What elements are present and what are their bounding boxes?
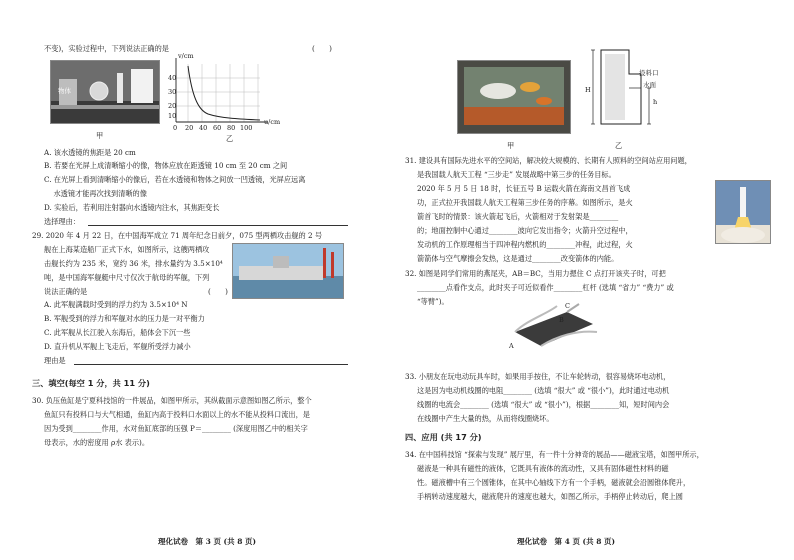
q28-option-d: D. 实验后，若利用注射器向水透镜内注水，其焦距变长 bbox=[44, 203, 220, 212]
q28-paren: ( ) bbox=[312, 44, 332, 53]
q29-option-a: A. 此军舰满载时受到的浮力约为 3.5×10⁴ N bbox=[44, 300, 188, 309]
q29-line: 舰在上海某造船厂正式下水，如图所示，这艘两栖攻 bbox=[44, 245, 210, 254]
q34-line: 手柄转动速度越大，磁液爬升的速度也越大，如图乙所示，手柄停止转动后，爬上圆 bbox=[417, 492, 683, 501]
q33-line: 这是因为电动机线圈的电阻________ (选填 “很大” 或 “很小”)，此时通过电动机 bbox=[417, 386, 670, 395]
q28-option-c-cont: 水透镜才能再次找到清晰的像 bbox=[44, 189, 147, 198]
q31-line: 箭首飞时的情景：该火箭起飞后，火箭相对于发射架是________ bbox=[417, 212, 619, 221]
q29-line: 吨，是中国海军舰艇中尺寸仅次于航母的军舰，下列 bbox=[44, 273, 210, 282]
q28-reason-label: 选择理由： bbox=[44, 217, 80, 226]
q30-line: 30. 负压鱼缸是宁夏科技馆的一件展品，如图甲所示，其纵截面示意图如图乙所示，整个 bbox=[32, 396, 312, 405]
fig-jia-right: 甲 bbox=[507, 141, 515, 150]
section-4-title: 四、应用 (共 17 分) bbox=[405, 432, 482, 442]
q31-line: 箭箭体与空气摩擦会发热，这是通过________改变箭体的内能。 bbox=[417, 254, 619, 263]
q29-reason-line[interactable] bbox=[74, 364, 348, 365]
clip-label-b: B bbox=[559, 316, 564, 324]
clip-label-a: A bbox=[509, 342, 514, 350]
graph-ytick: 30 bbox=[168, 88, 177, 96]
q28-object-label: 物体 bbox=[58, 87, 71, 95]
tank-label-water: 水面 bbox=[643, 81, 656, 89]
q33-line: 33. 小朋友在玩电动玩具车时，如果用手按住，不让车轮转动，很容易烧坏电动机， bbox=[405, 372, 671, 381]
q29-warship-photo bbox=[232, 243, 344, 299]
graph-ytick: 10 bbox=[168, 112, 177, 120]
graph-xtick: 40 bbox=[199, 124, 208, 132]
q28-fig-jia: 甲 bbox=[96, 131, 104, 140]
q31-line: 功，正式拉开我国载人航天工程第三步任务的序幕。如图所示，是火 bbox=[417, 198, 633, 207]
q31-rocket-photo bbox=[715, 180, 771, 244]
q31-line: 31. 建设具有国际先进水平的空间站，解决较大规模的、长期有人照料的空间站应用问题， bbox=[405, 156, 692, 165]
q34-line: 磁液是一种具有磁性的液体，它既具有液体的流动性，又具有固体磁性材料的磁 bbox=[417, 464, 669, 473]
tank-label-h: h bbox=[653, 98, 658, 106]
q32-line: 32. 如图是同学们常用的燕尾夹，AB＝BC，当用力摁住 C 点打开该夹子时，可把 bbox=[405, 269, 666, 278]
graph-xtick: 0 bbox=[173, 124, 178, 132]
q29-option-c: C. 此军舰从长江驶入东海后，船体会下沉一些 bbox=[44, 328, 191, 337]
q30-line: 鱼缸只有投料口与大气相通，鱼缸内高于投料口水面以上的水不能从投料口流出，是 bbox=[44, 410, 310, 419]
graph-xlabel: u/cm bbox=[264, 118, 281, 126]
q34-line: 性。磁液槽中有三个圆锥体，在其中心轴线下方有一个手柄，磁液就会沿圆锥体爬升， bbox=[417, 478, 691, 487]
graph-xtick: 20 bbox=[185, 124, 194, 132]
q29-line: 29. 2020 年 4 月 22 日，在中国海军成立 71 周年纪念日前夕，075 型两栖攻击舰的 2 号 bbox=[32, 231, 323, 240]
q28-option-c: C. 在光屏上看到清晰缩小的像后，若在水透镜和物体之间放一凹透镜，光屏应远离 bbox=[44, 175, 306, 184]
graph-xtick: 100 bbox=[240, 124, 253, 132]
q28-fig-yi: 乙 bbox=[226, 134, 234, 143]
graph-xtick: 60 bbox=[213, 124, 222, 132]
q29-option-d: D. 直升机从军舰上飞走后，军舰所受浮力减小 bbox=[44, 342, 191, 351]
q28-option-b: B. 若要在光屏上成清晰缩小的像，物体应放在距透镜 10 cm 至 20 cm 之间 bbox=[44, 161, 288, 170]
q30-fish-tank-photo bbox=[457, 60, 571, 134]
page-footer-3: 理化试卷 第 3 页 (共 8 页) bbox=[158, 537, 257, 546]
q29-paren: ( ) bbox=[208, 287, 228, 296]
q29-reason-label: 理由是 bbox=[44, 356, 66, 365]
page-footer-4: 理化试卷 第 4 页 (共 8 页) bbox=[517, 537, 616, 546]
q29-option-b: B. 军舰受到的浮力和军舰对水的压力是一对平衡力 bbox=[44, 314, 205, 323]
q28-reason-line[interactable] bbox=[88, 225, 348, 226]
fig-yi-right: 乙 bbox=[615, 141, 623, 150]
q34-line: 34. 在中国科技馆 “探索与发现” 展厅里，有一件十分神奇的展品——磁液宝塔，如图甲所示， bbox=[405, 450, 704, 459]
section-3-title: 三、填空(每空 1 分，共 11 分) bbox=[32, 378, 150, 388]
q30-line: 因为受到________作用，水对鱼缸底部的压强 P＝________ (深度用图乙中的相关字 bbox=[44, 424, 308, 433]
q33-line: 在线圈中产生大量的热，从而将线圈烧坏。 bbox=[417, 414, 554, 423]
graph-ytick: 40 bbox=[168, 74, 177, 82]
q31-line: 的；地面控制中心通过________波向它发出指令；火箭升空过程中， bbox=[417, 226, 633, 235]
q33-line: 线圈的电流会________ (选填 “很大” 或 “很小”)，根据________知，短时间内会 bbox=[417, 400, 670, 409]
q28-option-a: A. 该水透镜的焦距是 20 cm bbox=[44, 148, 136, 157]
q31-line: 2020 年 5 月 5 日 18 时，长征五号 B 运载火箭在海南文昌首飞成 bbox=[417, 184, 631, 193]
graph-ylabel: v/cm bbox=[178, 52, 194, 60]
q31-line: 是我国载人航天工程 “三步走” 发展战略中第三步的任务目标。 bbox=[417, 170, 616, 179]
q29-line: 说法正确的是 bbox=[44, 287, 88, 296]
graph-ytick: 20 bbox=[168, 102, 177, 110]
q28-stem: 不变)，实验过程中，下列说法正确的是 bbox=[44, 44, 169, 53]
q29-line: 击舰长约为 235 米，宽约 36 米，排水量约为 3.5×10⁴ bbox=[44, 259, 223, 268]
exam-page-4 bbox=[397, 0, 794, 560]
graph-xtick: 80 bbox=[227, 124, 236, 132]
q30-line: 母表示，水的密度用 ρ水 表示)。 bbox=[44, 438, 150, 447]
q32-line: “等臂”)。 bbox=[417, 297, 449, 306]
q30-tank-cross-section bbox=[583, 44, 669, 136]
q31-line: 发动机的工作原理相当于四冲程内燃机的________冲程，此过程，火 bbox=[417, 240, 633, 249]
clip-label-c: C bbox=[565, 302, 570, 310]
tank-label-H: H bbox=[585, 86, 591, 94]
q32-line: ________点看作支点，此时夹子可近似看作________杠杆 (选填 “省力” “费力” 或 bbox=[417, 283, 674, 292]
tank-label-feed: 投料口 bbox=[639, 69, 659, 77]
